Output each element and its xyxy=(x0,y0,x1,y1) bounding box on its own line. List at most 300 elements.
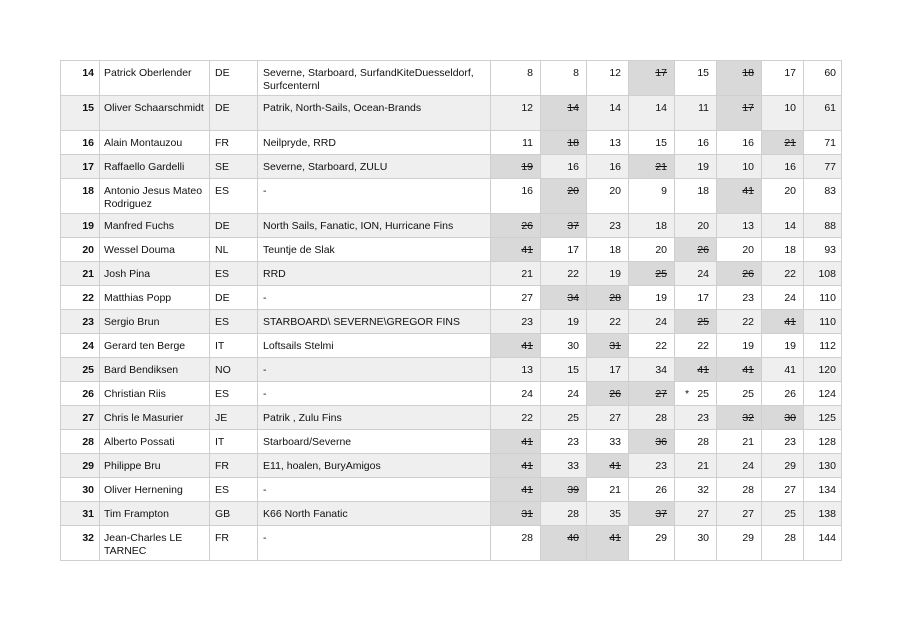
sponsors-cell: - xyxy=(258,286,491,310)
sailor-name-cell: Gerard ten Berge xyxy=(100,334,210,358)
race-score: 16 xyxy=(784,161,796,173)
race-score-cell xyxy=(717,286,762,310)
race-score: 11 xyxy=(522,137,533,149)
rank-cell: 16 xyxy=(61,131,100,155)
sponsors-cell: E11, hoalen, BuryAmigos xyxy=(258,454,491,478)
rank-cell: 29 xyxy=(61,454,100,478)
race-score-cell xyxy=(629,286,675,310)
race-score-cell xyxy=(675,286,717,310)
table-row xyxy=(61,334,842,358)
sponsors-cell: North Sails, Fanatic, ION, Hurricane Fins xyxy=(258,214,491,238)
total-cell: 71 xyxy=(804,131,842,155)
race-score: 18 xyxy=(655,220,667,232)
race-score-cell xyxy=(541,155,587,179)
race-score-cell xyxy=(629,179,675,214)
race-score-cell xyxy=(587,430,629,454)
table-row xyxy=(61,406,842,430)
nationality-cell: NL xyxy=(210,238,258,262)
race-score: 28 xyxy=(567,508,579,520)
race-score-cell xyxy=(491,358,541,382)
table-row xyxy=(61,61,842,96)
race-score-cell xyxy=(541,310,587,334)
race-score-cell xyxy=(587,358,629,382)
discarded-race-score-cell xyxy=(675,238,717,262)
total-cell: 128 xyxy=(804,430,842,454)
race-score-cell xyxy=(491,179,541,214)
race-score: 20 xyxy=(742,244,754,256)
discarded-race-score-cell xyxy=(629,61,675,96)
race-score: 20 xyxy=(697,220,709,232)
discarded-race-score-cell xyxy=(541,96,587,131)
race-score: 10 xyxy=(742,161,754,173)
total-cell: 110 xyxy=(804,286,842,310)
sponsors-cell: Loftsails Stelmi xyxy=(258,334,491,358)
sponsors-cell: Neilpryde, RRD xyxy=(258,131,491,155)
sponsors-cell: Teuntje de Slak xyxy=(258,238,491,262)
race-score: 24 xyxy=(742,460,754,472)
table-row xyxy=(61,238,842,262)
total-cell: 61 xyxy=(804,96,842,131)
race-score-cell xyxy=(717,502,762,526)
discarded-race-score-cell xyxy=(541,131,587,155)
race-score: 27 xyxy=(655,388,667,400)
table-row xyxy=(61,382,842,406)
race-score: 16 xyxy=(609,161,621,173)
discarded-race-score-cell xyxy=(491,334,541,358)
rank-cell: 24 xyxy=(61,334,100,358)
sailor-name-cell: Raffaello Gardelli xyxy=(100,155,210,179)
rank-cell: 30 xyxy=(61,478,100,502)
race-score: 18 xyxy=(697,185,709,197)
nationality-cell: IT xyxy=(210,430,258,454)
race-score-cell xyxy=(675,214,717,238)
race-score-cell xyxy=(675,179,717,214)
race-score: 33 xyxy=(609,436,621,448)
race-score: 23 xyxy=(742,292,754,304)
race-score-cell xyxy=(762,155,804,179)
race-score: 33 xyxy=(567,460,579,472)
rank-cell: 21 xyxy=(61,262,100,286)
race-score-cell xyxy=(541,454,587,478)
total-cell: 130 xyxy=(804,454,842,478)
race-score-cell xyxy=(629,310,675,334)
race-score: 20 xyxy=(609,185,621,197)
race-score: 11 xyxy=(698,102,709,114)
discarded-race-score-cell xyxy=(491,430,541,454)
race-score: 16 xyxy=(742,137,754,149)
results-rows xyxy=(61,61,842,561)
total-cell: 124 xyxy=(804,382,842,406)
discarded-race-score-cell xyxy=(587,454,629,478)
race-score-cell xyxy=(587,96,629,131)
discarded-race-score-cell xyxy=(541,179,587,214)
race-score-cell xyxy=(762,262,804,286)
race-score-cell xyxy=(717,155,762,179)
race-score-cell xyxy=(587,131,629,155)
total-cell: 138 xyxy=(804,502,842,526)
race-score: 21 xyxy=(697,460,709,472)
sailor-name-cell: Tim Frampton xyxy=(100,502,210,526)
race-score: 24 xyxy=(567,388,579,400)
sponsors-cell: Severne, Starboard, ZULU xyxy=(258,155,491,179)
total-cell: 112 xyxy=(804,334,842,358)
discarded-race-score-cell xyxy=(491,238,541,262)
race-score-cell xyxy=(491,310,541,334)
race-score: 26 xyxy=(697,244,709,256)
race-score: 41 xyxy=(609,532,621,544)
sponsors-cell: - xyxy=(258,179,491,214)
race-score-cell xyxy=(762,214,804,238)
race-score-cell xyxy=(491,382,541,406)
race-score: 15 xyxy=(697,67,709,79)
race-score: 28 xyxy=(784,532,796,544)
race-score: 41 xyxy=(784,364,796,376)
race-score: 13 xyxy=(742,220,754,232)
table-row xyxy=(61,155,842,179)
sailor-name-cell: Patrick Oberlender xyxy=(100,61,210,96)
race-score: 27 xyxy=(784,484,796,496)
race-score: 22 xyxy=(784,268,796,280)
rank-cell: 22 xyxy=(61,286,100,310)
rank-cell: 25 xyxy=(61,358,100,382)
sailor-name-cell: Bard Bendiksen xyxy=(100,358,210,382)
total-cell: 83 xyxy=(804,179,842,214)
race-score: 21 xyxy=(655,161,667,173)
sailor-name-cell: Chris le Masurier xyxy=(100,406,210,430)
race-score: 25 xyxy=(697,388,709,400)
race-score: 17 xyxy=(697,292,709,304)
sailor-name-cell: Matthias Popp xyxy=(100,286,210,310)
race-score-cell xyxy=(629,238,675,262)
nationality-cell: ES xyxy=(210,310,258,334)
discarded-race-score-cell xyxy=(717,96,762,131)
sailor-name-cell: Oliver Schaarschmidt xyxy=(100,96,210,131)
nationality-cell: IT xyxy=(210,334,258,358)
sponsors-cell: - xyxy=(258,382,491,406)
race-score: 22 xyxy=(742,316,754,328)
discarded-race-score-cell xyxy=(675,310,717,334)
race-score: 28 xyxy=(609,292,621,304)
discarded-race-score-cell xyxy=(587,382,629,406)
race-score: 16 xyxy=(521,185,533,197)
total-cell: 110 xyxy=(804,310,842,334)
race-score: 19 xyxy=(521,161,533,173)
race-score-cell xyxy=(629,131,675,155)
race-score: 26 xyxy=(784,388,796,400)
race-score-cell xyxy=(491,131,541,155)
nationality-cell: DE xyxy=(210,96,258,131)
race-score: 22 xyxy=(521,412,533,424)
race-score-cell xyxy=(491,61,541,96)
race-score-cell xyxy=(675,382,717,406)
race-score: 17 xyxy=(567,244,579,256)
race-score: 20 xyxy=(567,185,579,197)
race-score-cell xyxy=(491,286,541,310)
sponsors-cell: Patrik, North-Sails, Ocean-Brands xyxy=(258,96,491,131)
race-score: 27 xyxy=(697,508,709,520)
rank-cell: 14 xyxy=(61,61,100,96)
total-cell: 77 xyxy=(804,155,842,179)
sailor-name-cell: Manfred Fuchs xyxy=(100,214,210,238)
total-cell: 88 xyxy=(804,214,842,238)
nationality-cell: SE xyxy=(210,155,258,179)
race-score-cell xyxy=(587,478,629,502)
race-score: 14 xyxy=(784,220,796,232)
race-score: 41 xyxy=(742,364,754,376)
race-score: 25 xyxy=(742,388,754,400)
sailor-name-cell: Jean-Charles LE TARNEC xyxy=(100,526,210,561)
race-score-cell xyxy=(629,526,675,561)
table-row xyxy=(61,262,842,286)
race-score: 27 xyxy=(521,292,533,304)
race-score-cell xyxy=(762,430,804,454)
sponsors-cell: Starboard/Severne xyxy=(258,430,491,454)
race-score: 28 xyxy=(742,484,754,496)
discarded-race-score-cell xyxy=(541,478,587,502)
sponsors-cell: STARBOARD\ SEVERNE\GREGOR FINS xyxy=(258,310,491,334)
race-score: 39 xyxy=(567,484,579,496)
table-row xyxy=(61,358,842,382)
race-score-cell xyxy=(541,61,587,96)
sponsors-cell: - xyxy=(258,526,491,561)
race-score-cell xyxy=(675,526,717,561)
race-score: 27 xyxy=(742,508,754,520)
race-score-cell xyxy=(629,454,675,478)
race-score: 19 xyxy=(609,268,621,280)
race-score: 16 xyxy=(697,137,709,149)
race-score: 31 xyxy=(609,340,621,352)
race-score-cell xyxy=(717,526,762,561)
rank-cell: 26 xyxy=(61,382,100,406)
race-score: 28 xyxy=(655,412,667,424)
race-score: 19 xyxy=(697,161,709,173)
race-score: 34 xyxy=(655,364,667,376)
race-score-cell xyxy=(717,454,762,478)
race-score: 18 xyxy=(742,67,754,79)
race-score-cell xyxy=(629,334,675,358)
race-score: 41 xyxy=(609,460,621,472)
race-score-cell xyxy=(541,430,587,454)
race-score-cell xyxy=(491,526,541,561)
race-score: 8 xyxy=(573,67,579,79)
race-score-cell xyxy=(717,131,762,155)
discarded-race-score-cell xyxy=(541,526,587,561)
race-score-cell xyxy=(675,262,717,286)
race-score: 26 xyxy=(521,220,533,232)
race-score: 25 xyxy=(655,268,667,280)
discarded-race-score-cell xyxy=(541,214,587,238)
race-score-cell xyxy=(675,430,717,454)
total-cell: 108 xyxy=(804,262,842,286)
race-score: 21 xyxy=(609,484,621,496)
discarded-race-score-cell xyxy=(587,334,629,358)
total-cell: 144 xyxy=(804,526,842,561)
table-row xyxy=(61,430,842,454)
race-score-cell xyxy=(491,406,541,430)
race-score-cell xyxy=(629,406,675,430)
race-score: 12 xyxy=(609,67,621,79)
race-score-cell xyxy=(541,406,587,430)
discarded-race-score-cell xyxy=(762,131,804,155)
race-score-cell xyxy=(587,61,629,96)
race-score-cell xyxy=(717,478,762,502)
race-score-cell xyxy=(675,478,717,502)
sailor-name-cell: Philippe Bru xyxy=(100,454,210,478)
nationality-cell: ES xyxy=(210,179,258,214)
race-score-cell xyxy=(541,358,587,382)
race-score: 29 xyxy=(742,532,754,544)
race-score: 41 xyxy=(521,484,533,496)
race-score-cell xyxy=(587,310,629,334)
race-score-cell xyxy=(541,262,587,286)
race-score: 41 xyxy=(521,436,533,448)
race-score: 24 xyxy=(697,268,709,280)
table-row xyxy=(61,96,842,131)
race-score-cell xyxy=(587,155,629,179)
race-score: 29 xyxy=(784,460,796,472)
race-score-cell xyxy=(762,478,804,502)
discarded-race-score-cell xyxy=(762,406,804,430)
race-score-cell xyxy=(541,334,587,358)
race-score: 32 xyxy=(742,412,754,424)
race-score-cell xyxy=(541,502,587,526)
nationality-cell: ES xyxy=(210,478,258,502)
race-score: 23 xyxy=(567,436,579,448)
race-score-cell xyxy=(762,382,804,406)
race-score: 31 xyxy=(521,508,533,520)
rank-cell: 31 xyxy=(61,502,100,526)
table-row xyxy=(61,454,842,478)
race-score-cell xyxy=(675,454,717,478)
race-score: 17 xyxy=(742,102,754,114)
discarded-race-score-cell xyxy=(717,406,762,430)
race-score: 22 xyxy=(697,340,709,352)
race-score-cell xyxy=(675,61,717,96)
table-row xyxy=(61,310,842,334)
race-score: 37 xyxy=(655,508,667,520)
discarded-race-score-cell xyxy=(629,430,675,454)
rank-cell: 19 xyxy=(61,214,100,238)
nationality-cell: DE xyxy=(210,214,258,238)
race-score: 17 xyxy=(784,67,796,79)
table-row xyxy=(61,214,842,238)
race-score: 10 xyxy=(784,102,796,114)
sailor-name-cell: Sergio Brun xyxy=(100,310,210,334)
sponsors-cell: K66 North Fanatic xyxy=(258,502,491,526)
race-score: 32 xyxy=(697,484,709,496)
discarded-race-score-cell xyxy=(491,454,541,478)
race-score: 26 xyxy=(655,484,667,496)
race-score-cell xyxy=(762,502,804,526)
race-score: 34 xyxy=(567,292,579,304)
race-score: 18 xyxy=(784,244,796,256)
race-score: 35 xyxy=(609,508,621,520)
race-score: 13 xyxy=(521,364,533,376)
race-score-cell xyxy=(762,358,804,382)
race-score: 13 xyxy=(609,137,621,149)
race-score: 12 xyxy=(521,102,533,114)
nationality-cell: GB xyxy=(210,502,258,526)
race-score: 19 xyxy=(784,340,796,352)
race-score: 24 xyxy=(655,316,667,328)
nationality-cell: ES xyxy=(210,382,258,406)
table-row xyxy=(61,526,842,561)
discarded-race-score-cell xyxy=(717,61,762,96)
race-score-cell xyxy=(762,334,804,358)
race-score-cell xyxy=(675,502,717,526)
sailor-name-cell: Oliver Hernening xyxy=(100,478,210,502)
race-score: 19 xyxy=(655,292,667,304)
race-score: 14 xyxy=(609,102,621,114)
rank-cell: 18 xyxy=(61,179,100,214)
race-score-cell xyxy=(629,358,675,382)
race-score: 30 xyxy=(697,532,709,544)
nationality-cell: DE xyxy=(210,286,258,310)
table-row xyxy=(61,131,842,155)
sailor-name-cell: Antonio Jesus Mateo Rodriguez xyxy=(100,179,210,214)
race-score: 15 xyxy=(567,364,579,376)
race-score-cell xyxy=(587,238,629,262)
race-score: 18 xyxy=(567,137,579,149)
sailor-name-cell: Alain Montauzou xyxy=(100,131,210,155)
table-row xyxy=(61,502,842,526)
race-score: 16 xyxy=(567,161,579,173)
race-score-cell xyxy=(491,262,541,286)
discarded-race-score-cell xyxy=(629,262,675,286)
nationality-cell: DE xyxy=(210,61,258,96)
race-score: 25 xyxy=(784,508,796,520)
race-score: 9 xyxy=(661,185,667,197)
total-cell: 125 xyxy=(804,406,842,430)
race-score: 19 xyxy=(742,340,754,352)
race-score-cell xyxy=(717,214,762,238)
race-score: 22 xyxy=(609,316,621,328)
race-score-cell xyxy=(762,61,804,96)
race-score: 41 xyxy=(521,244,533,256)
rank-cell: 15 xyxy=(61,96,100,131)
race-score-cell xyxy=(587,214,629,238)
sponsors-cell: RRD xyxy=(258,262,491,286)
discarded-race-score-cell xyxy=(675,358,717,382)
race-score-cell xyxy=(629,478,675,502)
race-score: 41 xyxy=(521,340,533,352)
race-score: 30 xyxy=(784,412,796,424)
discarded-race-score-cell xyxy=(717,262,762,286)
race-score-cell xyxy=(762,454,804,478)
race-score: 14 xyxy=(567,102,579,114)
discarded-race-score-cell xyxy=(491,502,541,526)
discarded-race-score-cell xyxy=(717,358,762,382)
discarded-race-score-cell xyxy=(491,478,541,502)
race-score: 23 xyxy=(784,436,796,448)
race-score: 24 xyxy=(521,388,533,400)
race-score: 40 xyxy=(567,532,579,544)
race-score-cell xyxy=(762,238,804,262)
discarded-race-score-cell xyxy=(629,382,675,406)
total-cell: 134 xyxy=(804,478,842,502)
race-score: 17 xyxy=(655,67,667,79)
race-score-cell xyxy=(587,179,629,214)
nationality-cell: FR xyxy=(210,454,258,478)
discarded-race-score-cell xyxy=(587,286,629,310)
race-score: 20 xyxy=(784,185,796,197)
race-score-cell xyxy=(675,131,717,155)
race-score-cell xyxy=(629,214,675,238)
nationality-cell: JE xyxy=(210,406,258,430)
discarded-race-score-cell xyxy=(491,214,541,238)
race-score: 25 xyxy=(567,412,579,424)
rank-cell: 28 xyxy=(61,430,100,454)
